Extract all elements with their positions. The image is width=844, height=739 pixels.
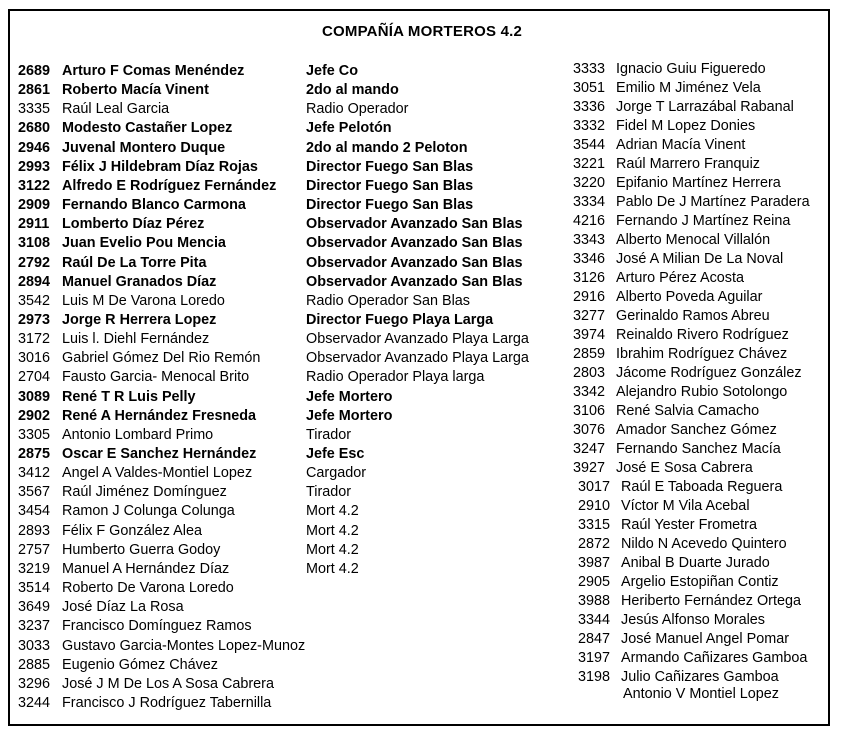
member-name: José Manuel Angel Pomar [621, 631, 789, 647]
member-number: 3122 [18, 177, 51, 194]
member-name: Ibrahim Rodríguez Chávez [616, 346, 788, 362]
member-number: 3247 [573, 441, 606, 457]
roster-row [18, 502, 235, 521]
member-name: Raúl Leal Garcia [62, 101, 170, 118]
roster-row [573, 440, 781, 459]
member-number: 3017 [578, 479, 611, 495]
member-number: 2894 [18, 273, 51, 290]
member-role: Observador Avanzado San Blas [306, 235, 523, 252]
member-role: Mort 4.2 [306, 541, 359, 558]
member-name: Eugenio Gómez Chávez [62, 656, 218, 673]
member-name: José A Milian De La Noval [616, 251, 784, 267]
member-name: Oscar E Sanchez Hernández [62, 446, 257, 462]
roster-row [573, 326, 789, 345]
member-number: 3089 [18, 388, 51, 405]
member-name: Félix J Hildebram Díaz Rojas [62, 158, 258, 175]
member-number: 2910 [578, 498, 611, 514]
member-number: 2757 [18, 541, 51, 558]
member-number: 2847 [578, 631, 611, 647]
roster-row [573, 155, 760, 174]
member-name: Alfredo E Rodríguez Fernández [62, 177, 277, 194]
roster-row [573, 364, 802, 383]
member-role: Mort 4.2 [306, 503, 359, 520]
roster-row [573, 79, 761, 98]
member-name: Ignacio Guiu Figueredo [616, 61, 766, 77]
member-name: Manuel A Hernández Díaz [62, 560, 230, 577]
roster-row [573, 117, 755, 136]
member-number: 2993 [18, 158, 51, 175]
member-name: Pablo De J Martínez Paradera [616, 194, 810, 210]
member-role: Observador Avanzado San Blas [306, 273, 523, 290]
member-name: Juan Evelio Pou Mencia [62, 235, 226, 252]
member-name: Amador Sanchez Gómez [616, 422, 777, 438]
member-name: Adrian Macía Vinent [616, 137, 746, 153]
roster-row [578, 592, 801, 611]
roster-row [573, 212, 790, 231]
member-name: Félix F González Alea [62, 522, 202, 539]
member-role: Observador Avanzado San Blas [306, 216, 523, 233]
member-name: Fernando Sanchez Macía [616, 441, 781, 457]
roster-row [18, 139, 225, 158]
member-number: 3051 [573, 80, 606, 96]
roster-row [578, 535, 787, 554]
member-number: 3334 [573, 194, 606, 210]
member-name: Luis l. Diehl Fernández [62, 331, 210, 348]
roster-row [18, 234, 226, 253]
member-role: Tirador [306, 484, 352, 501]
member-name: Jorge T Larrazábal Rabanal [616, 99, 794, 115]
roster-row [18, 119, 232, 138]
roster-row [578, 497, 750, 516]
roster-row [18, 560, 229, 579]
roster-row [18, 541, 220, 560]
member-number: 3336 [573, 99, 606, 115]
member-role: Observador Avanzado Playa Larga [306, 350, 529, 367]
member-number: 2680 [18, 120, 51, 137]
roster-row [18, 62, 244, 81]
member-number: 3927 [573, 460, 606, 476]
member-number: 3335 [18, 101, 51, 118]
member-number: 2792 [18, 254, 51, 271]
member-number: 3315 [578, 517, 611, 533]
roster-row [18, 215, 204, 234]
roster-row [573, 345, 787, 364]
member-number: 2803 [573, 365, 606, 381]
member-number: 3342 [573, 384, 606, 400]
member-name: René Salvia Camacho [616, 403, 760, 419]
member-role: Tirador [306, 426, 352, 443]
member-role: Observador Avanzado Playa Larga [306, 331, 529, 348]
member-name: Nildo N Acevedo Quintero [621, 536, 787, 552]
member-name: Fernando Blanco Carmona [62, 197, 246, 214]
member-role: Radio Operador Playa larga [306, 369, 485, 386]
roster-row [18, 81, 209, 100]
member-name: Gerinaldo Ramos Abreu [616, 308, 770, 324]
member-name: Francisco Domínguez Ramos [62, 618, 252, 635]
member-role: Radio Operador San Blas [306, 292, 470, 309]
member-name: Fausto Garcia- Menocal Brito [62, 369, 250, 386]
member-role: Mort 4.2 [306, 560, 359, 577]
roster-row [18, 196, 246, 215]
roster-row [18, 426, 213, 445]
roster-row [18, 637, 305, 656]
member-name: Fidel M Lopez Donies [616, 118, 756, 134]
member-number: 3277 [573, 308, 606, 324]
member-name: Jácome Rodríguez González [616, 365, 802, 381]
member-name: Lomberto Díaz Pérez [62, 216, 205, 233]
member-number: 3198 [578, 669, 611, 685]
member-name: Julio Cañizares Gamboa [621, 669, 779, 685]
member-number: 3988 [578, 593, 611, 609]
member-name: Ramon J Colunga Colunga [62, 503, 235, 520]
member-number: 3542 [18, 292, 51, 309]
member-name: Jorge R Herrera Lopez [62, 311, 217, 328]
roster-row [18, 330, 209, 349]
member-number: 3987 [578, 555, 611, 571]
member-name: Alberto Poveda Aguilar [616, 289, 763, 305]
member-role: Director Fuego San Blas [306, 177, 474, 194]
member-name: Luis M De Varona Loredo [62, 292, 225, 309]
member-role: 2do al mando [306, 82, 399, 99]
roster-row [18, 273, 216, 292]
member-number: 3076 [573, 422, 606, 438]
member-number: 2689 [18, 63, 51, 79]
page-title: COMPAÑÍA MORTEROS 4.2 [321, 23, 523, 40]
member-role: Director Fuego San Blas [306, 197, 474, 214]
member-name: Gabriel Gómez Del Rio Remón [62, 350, 261, 367]
member-number: 3296 [18, 675, 51, 692]
member-number: 3219 [18, 560, 51, 577]
member-role: Director Fuego Playa Larga [306, 311, 494, 328]
member-number: 3343 [573, 232, 606, 248]
member-name: Arturo F Comas Menéndez [62, 63, 245, 79]
member-number: 4216 [573, 213, 606, 229]
member-name: Epifanio Martínez Herrera [616, 175, 781, 191]
member-number: 3305 [18, 426, 51, 443]
member-number: 3649 [18, 599, 51, 616]
roster-row [18, 598, 184, 617]
roster-row [18, 388, 196, 407]
member-number: 2902 [18, 407, 51, 424]
roster-row [573, 231, 770, 250]
member-number: 3974 [573, 327, 606, 343]
member-name: Modesto Castañer Lopez [62, 120, 233, 137]
member-number: 3346 [573, 251, 606, 267]
roster-row [573, 421, 777, 440]
member-name: Raúl Jiménez Domínguez [62, 484, 227, 501]
member-name: Armando Cañizares Gamboa [621, 650, 808, 666]
member-number: 2861 [18, 82, 51, 99]
member-number: 2973 [18, 311, 51, 328]
roster-row [578, 516, 757, 535]
member-name: Roberto De Varona Loredo [62, 580, 234, 597]
member-number: 3244 [18, 694, 51, 711]
member-name: Anibal B Duarte Jurado [621, 555, 770, 571]
member-name: Heriberto Fernández Ortega [621, 593, 801, 609]
member-number: 2909 [18, 197, 51, 214]
roster-extra-name: Antonio V Montiel Lopez [623, 686, 779, 702]
roster-row [578, 478, 782, 497]
roster-row [573, 98, 794, 117]
roster-row [573, 174, 781, 193]
member-number: 3126 [573, 270, 606, 286]
member-number: 2875 [18, 446, 51, 462]
roster-row [18, 464, 252, 483]
roster-row [18, 158, 258, 177]
member-name: Reinaldo Rivero Rodríguez [616, 327, 789, 343]
member-name: Raúl Marrero Franquiz [616, 156, 760, 172]
member-number: 2859 [573, 346, 606, 362]
member-name: Arturo Pérez Acosta [616, 270, 744, 286]
member-number: 2911 [18, 216, 50, 233]
roster-row [578, 554, 770, 573]
roster-row [573, 402, 759, 421]
member-name: Fernando J Martínez Reina [616, 213, 791, 229]
member-role: Cargador [306, 465, 366, 482]
roster-row [18, 656, 218, 675]
roster-row [18, 617, 252, 636]
member-number: 3197 [578, 650, 611, 666]
roster-row [578, 573, 779, 592]
member-name: Antonio Lombard Primo [62, 426, 214, 443]
member-number: 2704 [18, 369, 51, 386]
member-name: Humberto Guerra Godoy [62, 541, 221, 558]
member-name: René A Hernández Fresneda [62, 407, 257, 424]
member-number: 2916 [573, 289, 606, 305]
member-role: Radio Operador [306, 101, 409, 118]
roster-row [18, 368, 249, 387]
member-role: Jefe Esc [306, 446, 365, 462]
member-name: Angel A Valdes-Montiel Lopez [62, 465, 253, 482]
member-name: Alejandro Rubio Sotolongo [616, 384, 788, 400]
member-name: José Díaz La Rosa [62, 599, 184, 616]
member-number: 3454 [18, 503, 51, 520]
member-name: Emilio M Jiménez Vela [616, 80, 761, 96]
member-name: Juvenal Montero Duque [62, 139, 226, 156]
member-number: 3412 [18, 465, 51, 482]
roster-row [573, 60, 766, 79]
member-role: Jefe Co [306, 63, 358, 79]
member-role: 2do al mando 2 Peloton [306, 139, 468, 156]
roster-row [573, 193, 810, 212]
roster-row [573, 288, 762, 307]
roster-row [18, 100, 169, 119]
roster-row [18, 292, 225, 311]
member-number: 3332 [573, 118, 606, 134]
member-name: Roberto Macía Vinent [62, 82, 209, 99]
member-number: 3106 [573, 403, 606, 419]
member-name: Jesús Alfonso Morales [621, 612, 765, 628]
member-name: Víctor M Vila Acebal [621, 498, 750, 514]
member-name: René T R Luis Pelly [62, 388, 196, 405]
member-number: 2893 [18, 522, 51, 539]
roster-row [578, 611, 765, 630]
member-number: 3333 [573, 61, 606, 77]
roster-row [18, 349, 260, 368]
member-number: 3220 [573, 175, 606, 191]
member-name: Raúl E Taboada Reguera [621, 479, 783, 495]
member-number: 3544 [573, 137, 606, 153]
member-name: José J M De Los A Sosa Cabrera [62, 675, 274, 692]
member-number: 3108 [18, 235, 51, 252]
roster-row [578, 630, 789, 649]
member-name: Argelio Estopiñan Contiz [621, 574, 779, 590]
member-name: Gustavo Garcia-Montes Lopez-Munoz [62, 637, 306, 654]
roster-row [18, 579, 234, 598]
roster-row [18, 177, 276, 196]
roster-row [18, 522, 202, 541]
member-number: 2946 [18, 139, 51, 156]
member-number: 2872 [578, 536, 611, 552]
member-number: 3344 [578, 612, 611, 628]
member-name: Manuel Granados Díaz [62, 273, 217, 290]
member-name: Francisco J Rodríguez Tabernilla [62, 694, 272, 711]
member-number: 3514 [18, 580, 51, 597]
member-number: 3567 [18, 484, 51, 501]
roster-row [573, 307, 770, 326]
roster-row [573, 383, 787, 402]
roster-row [573, 136, 745, 155]
roster-row [18, 675, 274, 694]
member-name: Raúl De La Torre Pita [62, 254, 207, 271]
member-number: 3033 [18, 637, 51, 654]
member-role: Observador Avanzado San Blas [306, 254, 523, 271]
member-role: Mort 4.2 [306, 522, 359, 539]
member-number: 3237 [18, 618, 51, 635]
roster-row [18, 694, 271, 713]
roster-row [18, 483, 227, 502]
member-role: Jefe Mortero [306, 388, 393, 405]
roster-row [18, 407, 256, 426]
roster-row [573, 250, 783, 269]
roster-row [18, 445, 256, 464]
member-number: 2885 [18, 656, 51, 673]
member-name: Raúl Yester Frometra [621, 517, 757, 533]
roster-row [573, 269, 744, 288]
roster-row [18, 254, 206, 273]
member-number: 2905 [578, 574, 611, 590]
member-number: 3221 [573, 156, 606, 172]
roster-row [573, 459, 753, 478]
member-role: Jefe Pelotón [306, 120, 392, 137]
member-role: Jefe Mortero [306, 407, 393, 424]
roster-row [18, 311, 216, 330]
member-role: Director Fuego San Blas [306, 158, 474, 175]
member-number: 3016 [18, 350, 51, 367]
roster-row [578, 649, 807, 668]
member-name: Alberto Menocal Villalón [616, 232, 771, 248]
member-number: 3172 [18, 331, 51, 348]
member-name: José E Sosa Cabrera [616, 460, 753, 476]
